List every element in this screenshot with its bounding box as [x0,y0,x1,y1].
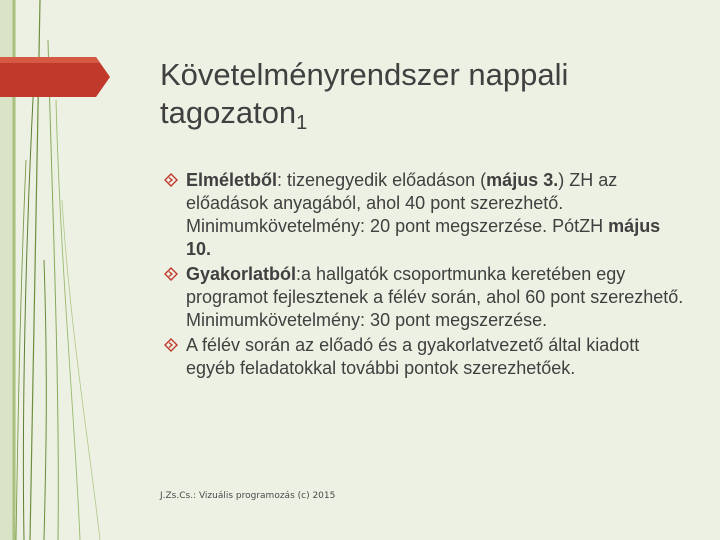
title-accent-banner [0,57,110,97]
bullet-text: :a hallgatók csoportmunka keretében egy programot fejlesztenek a félév során, ahol 60 pont szerezhető. Minimumkövetelmény: 30 pont megszerzése. [186,264,684,330]
slide-footer: J.Zs.Cs.: Vizuális programozás (c) 2015 [160,491,336,501]
bullet-text-bold: Elméletből [186,170,278,190]
slide-title-subscript: 1 [296,112,308,134]
bullet-text-bold: Gyakorlatból [186,264,297,284]
bullet-text: ) ZH az előadások anyagából, ahol 40 pont szerezhető. Minimumkövetelmény: 20 pont megszerzése. PótZH [186,170,618,236]
bullet-text-bold: május 10. [186,216,661,259]
slide-title [160,56,700,132]
bullet-list [164,169,684,382]
bullet-item [164,263,684,332]
diamond-arrow-icon [164,338,178,352]
bullet-item [164,169,684,261]
diamond-arrow-icon [164,173,178,187]
slide-title-main: Követelményrendszer nappali tagozaton [160,57,569,130]
bullet-text: A félév során az előadó és a gyakorlatvezető által kiadott egyéb feladatokkal további pontok szerezhetőek. [186,335,640,378]
bullet-text: : tizenegyedik előadáson ( [277,170,487,190]
bullet-item [164,334,684,380]
bullet-text-bold: május 3. [486,170,559,190]
diamond-arrow-icon [164,267,178,281]
